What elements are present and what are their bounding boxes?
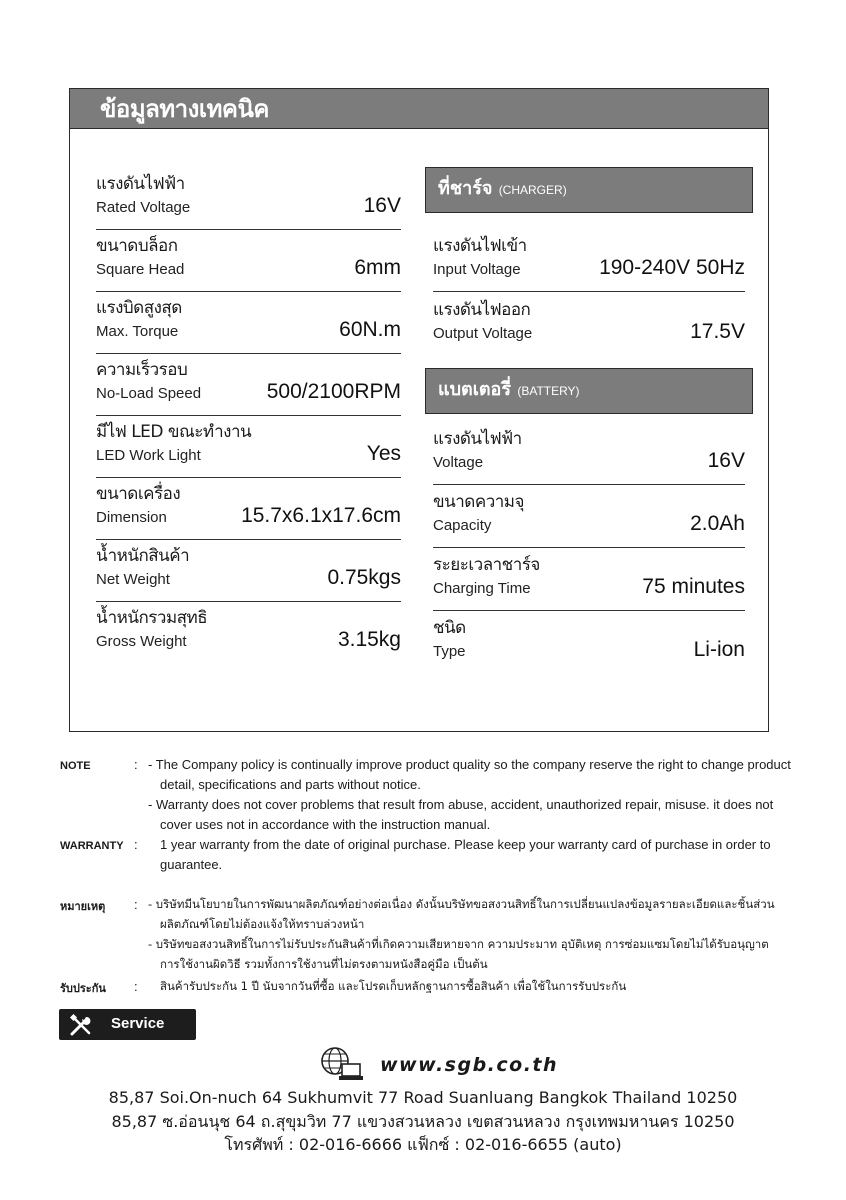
spec-label-th: มีไฟ LED ขณะทำงาน xyxy=(96,422,252,442)
warranty-line: 1 year warranty from the date of original purchase. Please keep your warranty card of purchase in order to xyxy=(160,837,771,852)
spec-value: 75 minutes xyxy=(642,575,745,598)
spec-row xyxy=(433,423,745,485)
spec-value: 17.5V xyxy=(690,320,745,343)
spec-row xyxy=(433,230,745,292)
th-note-line: - บริษัทขอสงวนสิทธิ์ในการไม่รับประกันสินค้าที่เกิดความเสียหายจาก ความประมาท อุบัติเหตุ การซ่อมแซมโดยไม่ได้รับอนุญาต xyxy=(148,937,769,951)
spec-label-en: Charging Time xyxy=(433,580,531,597)
address-en: 85,87 Soi.On-nuch 64 Sukhumvit 77 Road Suanluang Bangkok Thailand 10250 xyxy=(108,1088,738,1107)
spec-value: 2.0Ah xyxy=(690,512,745,535)
spec-row xyxy=(96,602,401,664)
spec-row xyxy=(96,354,401,416)
th-warranty-line: สินค้ารับประกัน 1 ปี นับจากวันที่ซื้อ และโปรดเก็บหลักฐานการซื้อสินค้า เพื่อใช้ในการรับประกัน xyxy=(160,979,627,993)
spec-row xyxy=(433,549,745,611)
spec-label-th: ระยะเวลาชาร์จ xyxy=(433,555,540,575)
warranty-label: WARRANTY xyxy=(60,840,124,852)
address-phone: โทรศัพท์ : 02-016-6666 แฟ็กซ์ : 02-016-6655 (auto) xyxy=(224,1135,622,1154)
spec-label-th: แรงดันไฟฟ้า xyxy=(96,174,185,194)
spec-label-en: Output Voltage xyxy=(433,325,533,342)
wrench-screwdriver-icon xyxy=(69,1013,93,1037)
charger-subtitle: (CHARGER) xyxy=(498,183,567,197)
note-line: cover uses not in accordance with the instruction manual. xyxy=(160,817,491,832)
spec-label-en: Type xyxy=(433,643,466,660)
note-line: - Warranty does not cover problems that result from abuse, accident, unauthorized repair, misuse. it does not xyxy=(148,797,774,812)
spec-label-en: Voltage xyxy=(433,454,484,471)
battery-title: แบตเตอรี่ xyxy=(438,379,512,400)
spec-label-th: แรงดันไฟเข้า xyxy=(433,236,527,256)
spec-value: Yes xyxy=(366,442,401,465)
spec-label-en: Net Weight xyxy=(96,571,170,588)
spec-value: 190-240V 50Hz xyxy=(599,256,745,279)
spec-label-th: ความเร็วรอบ xyxy=(96,360,188,380)
th-note-line: การใช้งานผิดวิธี รวมทั้งการใช้งานที่ไม่ตรงตามหนังสือคู่มือ เป็นต้น xyxy=(160,957,488,971)
spec-label-en: No-Load Speed xyxy=(96,385,202,402)
spec-label-en: Gross Weight xyxy=(96,633,187,650)
spec-label-th: น้ำหนักสินค้า xyxy=(96,546,190,566)
spec-label-en: Input Voltage xyxy=(433,261,521,278)
service-badge xyxy=(59,1009,196,1040)
globe-computer-icon xyxy=(318,1046,364,1082)
charger-header xyxy=(425,167,753,213)
spec-label-th: น้ำหนักรวมสุทธิ xyxy=(96,608,208,628)
spec-value: 6mm xyxy=(354,256,401,279)
note-line: - The Company policy is continually improve product quality so the company reserve the right to change product xyxy=(148,757,791,772)
spec-label-en: Capacity xyxy=(433,517,492,534)
address-th: 85,87 ซ.อ่อนนุช 64 ถ.สุขุมวิท 77 แขวงสวนหลวง เขตสวนหลวง กรุงเทพมหานคร 10250 xyxy=(111,1112,735,1131)
spec-label-en: Max. Torque xyxy=(96,323,179,340)
spec-value: 60N.m xyxy=(339,318,401,341)
spec-value: 0.75kgs xyxy=(327,566,401,589)
spec-value: 500/2100RPM xyxy=(266,380,401,403)
service-label: Service xyxy=(111,1015,165,1032)
spec-value: Li-ion xyxy=(693,638,745,661)
th-warranty-colon: : xyxy=(134,979,138,994)
spec-value: 16V xyxy=(363,194,401,217)
spec-label-en: Dimension xyxy=(96,509,167,526)
spec-label-en: Square Head xyxy=(96,261,185,278)
spec-label-th: ขนาดบล็อก xyxy=(96,236,178,256)
warranty-colon: : xyxy=(134,837,138,852)
spec-row xyxy=(96,416,401,478)
note-label: NOTE xyxy=(60,760,91,772)
note-colon: : xyxy=(134,757,138,772)
spec-row xyxy=(433,294,745,356)
spec-value: 16V xyxy=(707,449,745,472)
th-note-line: ผลิตภัณฑ์โดยไม่ต้องแจ้งให้ทราบล่วงหน้า xyxy=(160,917,365,931)
spec-header xyxy=(70,89,768,129)
spec-value: 15.7x6.1x17.6cm xyxy=(241,504,401,527)
spec-title: ข้อมูลทางเทคนิค xyxy=(100,95,269,123)
th-warranty-label: รับประกัน xyxy=(60,982,106,995)
th-note-label: หมายเหตุ xyxy=(60,900,106,913)
spec-label-en: Rated Voltage xyxy=(96,199,191,216)
battery-header xyxy=(425,368,753,414)
th-note-colon: : xyxy=(134,897,138,912)
charger-title: ที่ชาร์จ xyxy=(438,178,493,199)
spec-label-th: แรงบิดสูงสุด xyxy=(96,298,182,318)
spec-row xyxy=(96,292,401,354)
spec-label-th: แรงดันไฟฟ้า xyxy=(433,429,522,449)
note-line: detail, specifications and parts without notice. xyxy=(160,777,421,792)
warranty-line: guarantee. xyxy=(160,857,223,872)
spec-row xyxy=(96,478,401,540)
spec-label-th: ขนาดความจุ xyxy=(433,492,524,512)
spec-label-en: LED Work Light xyxy=(96,447,201,464)
spec-row xyxy=(433,486,745,548)
spec-row xyxy=(433,612,745,674)
spec-row xyxy=(96,168,401,230)
spec-value: 3.15kg xyxy=(337,628,401,651)
spec-label-th: ชนิด xyxy=(433,618,466,638)
spec-row xyxy=(96,540,401,602)
spec-label-th: ขนาดเครื่อง xyxy=(96,484,181,504)
th-note-line: - บริษัทมีนโยบายในการพัฒนาผลิตภัณฑ์อย่างต่อเนื่อง ดังนั้นบริษัทขอสงวนสิทธิ์ในการเปลี่ยนแปลงข้อมูลรายละเอียดและชิ้นส่วน xyxy=(148,897,775,911)
battery-subtitle: (BATTERY) xyxy=(517,384,580,398)
spec-frame xyxy=(69,88,769,732)
spec-label-th: แรงดันไฟออก xyxy=(433,300,531,320)
spec-row xyxy=(96,230,401,292)
website-url[interactable]: www.sgb.co.th xyxy=(380,1054,559,1076)
